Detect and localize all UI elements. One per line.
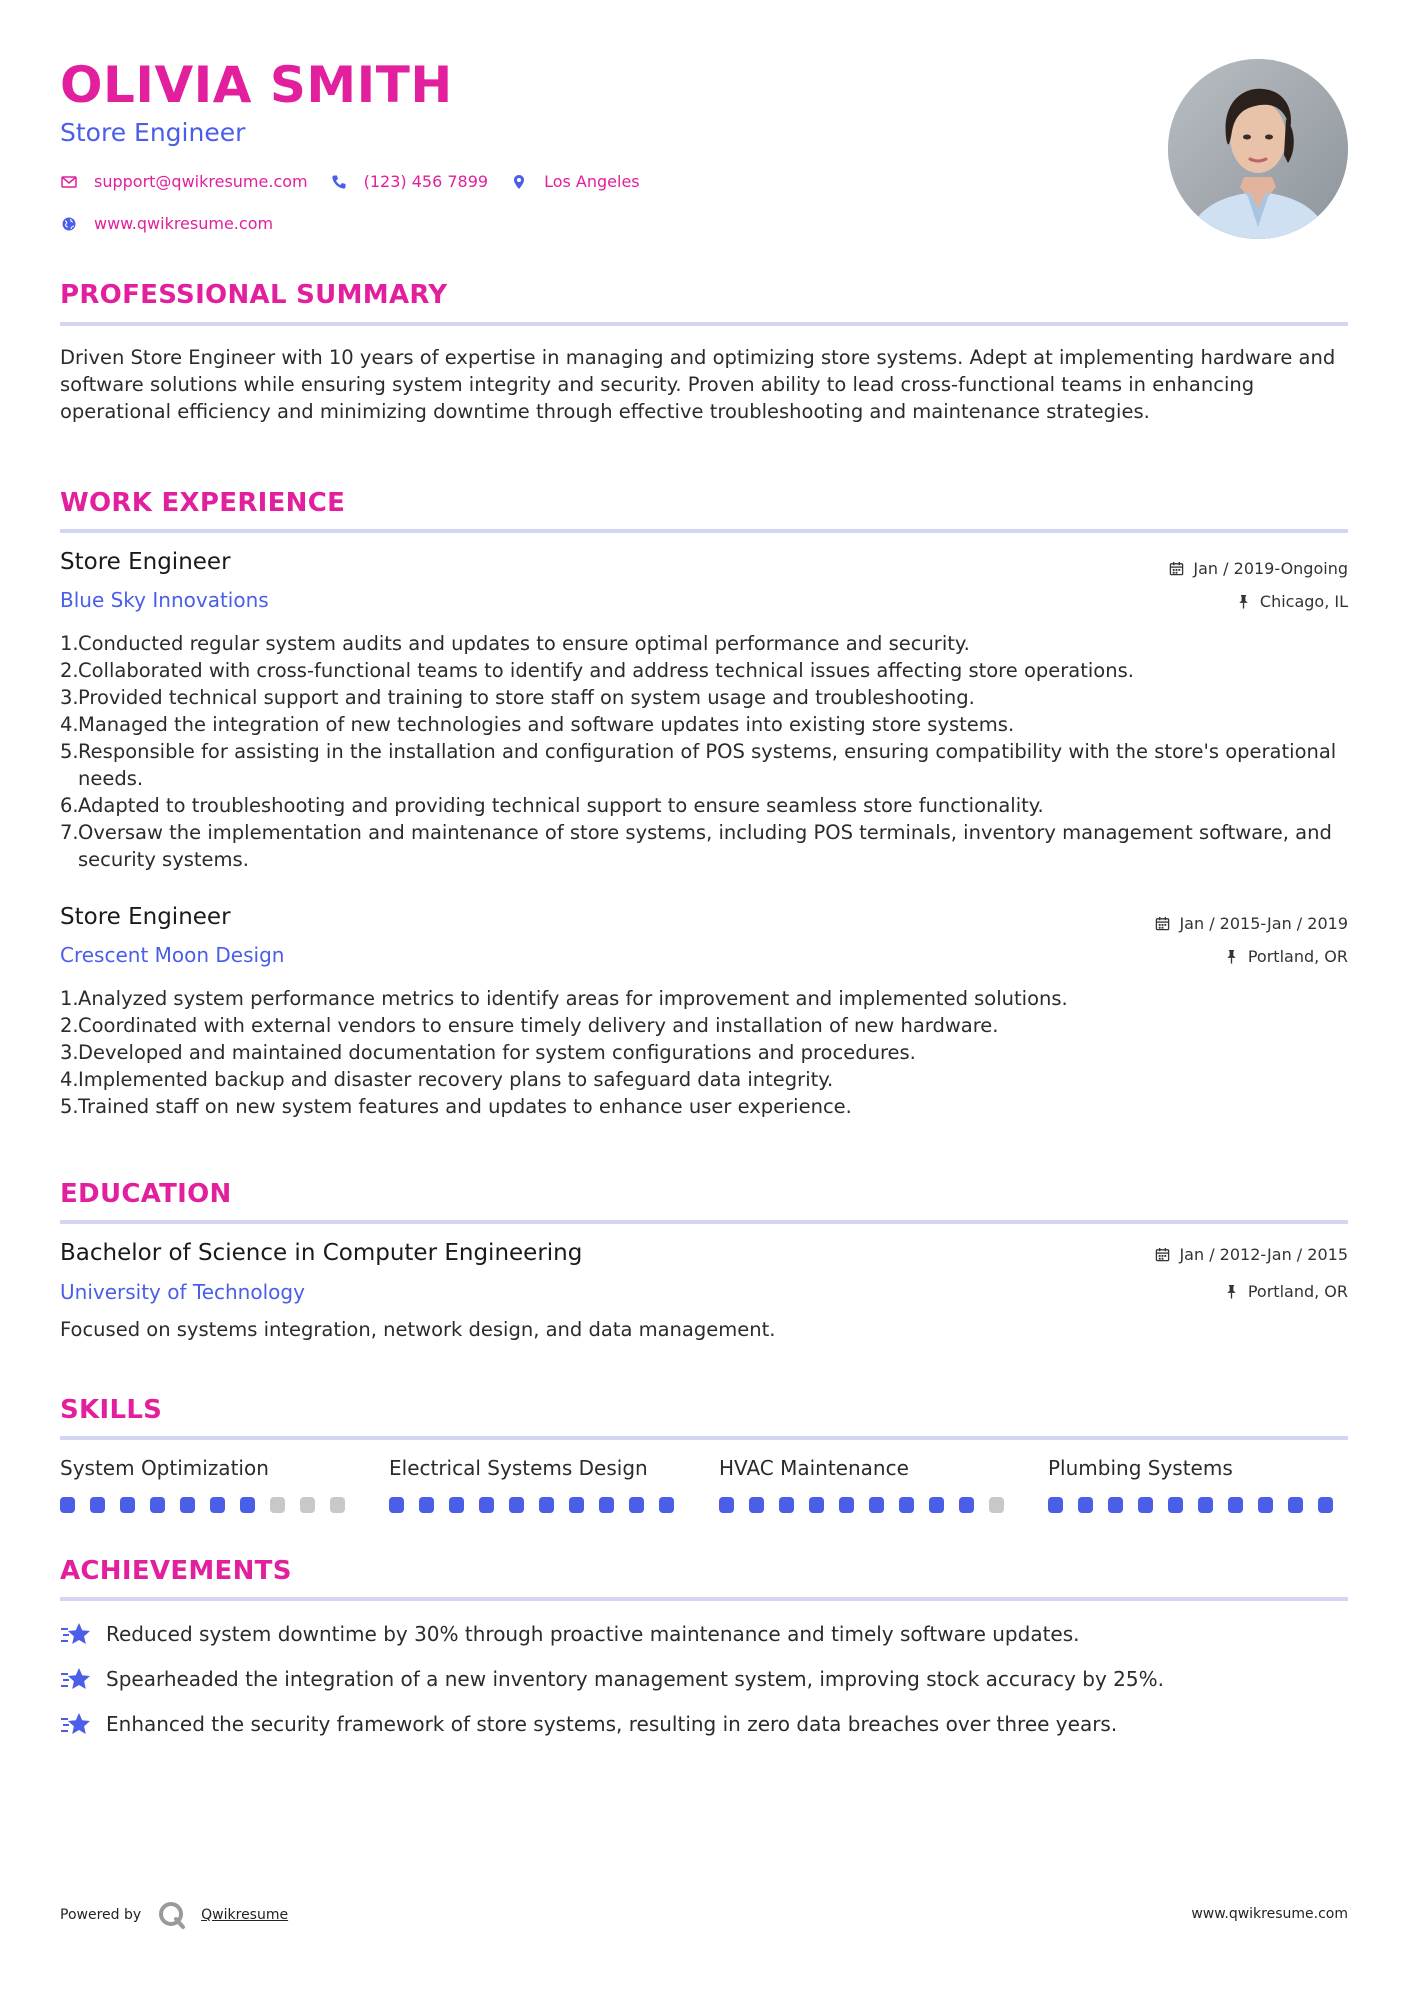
map-pin-icon: [510, 173, 528, 191]
website-text[interactable]: www.qwikresume.com: [94, 214, 274, 233]
phone-icon: [330, 173, 348, 191]
phone-text[interactable]: (123) 456 7899: [363, 172, 489, 191]
skill-dot-filled: [1228, 1497, 1243, 1513]
location-text: Los Angeles: [544, 172, 640, 191]
skill-dot-filled: [419, 1497, 434, 1513]
job-1-location: [1236, 592, 1348, 611]
education-divider: [60, 1220, 1348, 1224]
list-item: 6. Adapted to troubleshooting and providing technical support to ensure seamless store functionality.: [60, 794, 1044, 817]
calendar-icon: [1155, 916, 1170, 931]
skill-rating: [60, 1497, 360, 1513]
skill-dot-filled: [569, 1497, 584, 1513]
skill-dot-filled: [509, 1497, 524, 1513]
website-item[interactable]: [60, 214, 273, 233]
skill-dot-filled: [60, 1497, 75, 1513]
job-1-responsibilities: [60, 630, 1350, 873]
skill-dot-filled: [659, 1497, 674, 1513]
envelope-icon: [60, 173, 78, 191]
achievements-heading: ACHIEVEMENTS: [60, 1556, 292, 1586]
contact-row: [60, 172, 662, 191]
skill-label: Plumbing Systems: [1048, 1456, 1233, 1480]
summary-heading: PROFESSIONAL SUMMARY: [60, 280, 448, 310]
achievements-divider: [60, 1597, 1348, 1601]
powered-by-label: Powered by: [60, 1907, 142, 1923]
pushpin-icon: [1224, 1284, 1239, 1299]
skill-dot-filled: [449, 1497, 464, 1513]
skill-rating: [389, 1497, 689, 1513]
skill-item: [389, 1456, 689, 1513]
skill-rating: [1048, 1497, 1348, 1513]
skill-dot-filled: [1288, 1497, 1303, 1513]
skill-dot-filled: [479, 1497, 494, 1513]
list-item: 3. Developed and maintained documentation for system configurations and procedures.: [60, 1041, 916, 1064]
skill-dot-filled: [839, 1497, 854, 1513]
job-title: Store Engineer: [60, 118, 246, 147]
skill-item: [1048, 1456, 1348, 1513]
skill-dot-filled: [899, 1497, 914, 1513]
summary-divider: [60, 322, 1348, 326]
list-item: 7. Oversaw the implementation and maintenance of store systems, including POS terminals, inventory management software, and security systems.: [60, 821, 1332, 871]
education-dates: [1155, 1245, 1348, 1264]
profile-photo: [1168, 59, 1348, 239]
skills-heading: SKILLS: [60, 1395, 163, 1425]
education-heading: EDUCATION: [60, 1179, 232, 1209]
footer-website[interactable]: www.qwikresume.com: [1191, 1906, 1348, 1922]
skill-dot-filled: [719, 1497, 734, 1513]
job-1-dates: [1169, 559, 1348, 578]
list-item: 4. Implemented backup and disaster recovery plans to safeguard data integrity.: [60, 1068, 834, 1091]
skill-label: System Optimization: [60, 1456, 269, 1480]
job-2-location: [1224, 947, 1348, 966]
star-icon: [60, 1620, 92, 1648]
skill-dot-filled: [809, 1497, 824, 1513]
pushpin-icon: [1236, 594, 1251, 609]
skill-dot-filled: [1138, 1497, 1153, 1513]
candidate-name: OLIVIA SMITH: [60, 56, 453, 114]
email-item[interactable]: [60, 172, 308, 191]
skill-dot-filled: [1078, 1497, 1093, 1513]
skill-dot-filled: [120, 1497, 135, 1513]
skill-dot-filled: [539, 1497, 554, 1513]
skill-dot-empty: [989, 1497, 1004, 1513]
job-1-company: Blue Sky Innovations: [60, 588, 269, 612]
skill-dot-filled: [1168, 1497, 1183, 1513]
list-item: 5. Trained staff on new system features and updates to enhance user experience.: [60, 1095, 852, 1118]
skill-item: [60, 1456, 360, 1513]
skill-dot-filled: [1318, 1497, 1333, 1513]
skill-dot-empty: [270, 1497, 285, 1513]
education-dates-text: Jan / 2012-Jan / 2015: [1179, 1245, 1348, 1264]
location-item: [510, 172, 640, 191]
skill-dot-filled: [779, 1497, 794, 1513]
pushpin-icon: [1224, 949, 1239, 964]
skill-dot-filled: [1198, 1497, 1213, 1513]
job-2-location-text: Portland, OR: [1247, 947, 1348, 966]
summary-text: Driven Store Engineer with 10 years of expertise in managing and optimizing store systems. Adept at implementing hardware and software solutions while ensuring system integrity and security. Proven ability to lead cross-functional teams in enhancing operational efficiency and minimizing downtime through effective troubleshooting and maintenance strategies.: [60, 346, 1336, 423]
skill-label: HVAC Maintenance: [719, 1456, 909, 1480]
education-description: Focused on systems integration, network design, and data management.: [60, 1318, 776, 1341]
skill-dot-filled: [629, 1497, 644, 1513]
experience-divider: [60, 529, 1348, 533]
list-item: 1. Conducted regular system audits and updates to ensure optimal performance and security.: [60, 632, 970, 655]
list-item: 2. Coordinated with external vendors to ensure timely delivery and installation of new hardware.: [60, 1014, 999, 1037]
job-1-location-text: Chicago, IL: [1259, 592, 1348, 611]
list-item: 1. Analyzed system performance metrics to identify areas for improvement and implemented solutions.: [60, 987, 1068, 1010]
achievement-text: Spearheaded the integration of a new inventory management system, improving stock accuracy by 25%.: [106, 1667, 1164, 1691]
skill-dot-empty: [330, 1497, 345, 1513]
list-item: 4. Managed the integration of new technologies and software updates into existing store systems.: [60, 713, 1015, 736]
list-item: 3. Provided technical support and training to store staff on system usage and troubleshooting.: [60, 686, 975, 709]
skill-dot-filled: [90, 1497, 105, 1513]
email-text[interactable]: support@qwikresume.com: [94, 172, 308, 191]
achievement-text: Enhanced the security framework of store systems, resulting in zero data breaches over three years.: [106, 1712, 1118, 1736]
star-icon: [60, 1710, 92, 1738]
skill-dot-filled: [959, 1497, 974, 1513]
skill-dot-empty: [300, 1497, 315, 1513]
qwikresume-link[interactable]: Qwikresume: [201, 1907, 289, 1923]
job-2-dates: [1155, 914, 1348, 933]
achievement-item: [60, 1710, 1117, 1738]
skills-divider: [60, 1436, 1348, 1440]
education-location: [1224, 1282, 1348, 1301]
degree-title: Bachelor of Science in Computer Engineering: [60, 1240, 583, 1266]
skill-dot-filled: [1258, 1497, 1273, 1513]
website-row: [60, 214, 295, 233]
job-2-responsibilities: [60, 985, 1350, 1120]
qwikresume-logo-icon: [157, 1900, 187, 1930]
skill-dot-filled: [1108, 1497, 1123, 1513]
skill-dot-filled: [599, 1497, 614, 1513]
skill-dot-filled: [749, 1497, 764, 1513]
skill-rating: [719, 1497, 1019, 1513]
achievement-item: [60, 1665, 1164, 1693]
phone-item[interactable]: [330, 172, 488, 191]
skill-dot-filled: [389, 1497, 404, 1513]
job-2-company: Crescent Moon Design: [60, 943, 285, 967]
skill-dot-filled: [869, 1497, 884, 1513]
list-item: 2. Collaborated with cross-functional teams to identify and address technical issues affecting store operations.: [60, 659, 1134, 682]
school-name: University of Technology: [60, 1280, 305, 1304]
skill-label: Electrical Systems Design: [389, 1456, 648, 1480]
skill-dot-filled: [1048, 1497, 1063, 1513]
globe-icon: [60, 215, 78, 233]
skill-dot-filled: [150, 1497, 165, 1513]
achievement-text: Reduced system downtime by 30% through proactive maintenance and timely software updates.: [106, 1622, 1080, 1646]
experience-heading: WORK EXPERIENCE: [60, 488, 346, 518]
job-2-dates-text: Jan / 2015-Jan / 2019: [1179, 914, 1348, 933]
star-icon: [60, 1665, 92, 1693]
education-location-text: Portland, OR: [1247, 1282, 1348, 1301]
list-item: 5. Responsible for assisting in the installation and configuration of POS systems, ensuring compatibility with the store's operational needs.: [60, 740, 1337, 790]
skill-dot-filled: [180, 1497, 195, 1513]
skill-dot-filled: [210, 1497, 225, 1513]
calendar-icon: [1169, 561, 1184, 576]
skill-dot-filled: [240, 1497, 255, 1513]
job-1-dates-text: Jan / 2019-Ongoing: [1193, 559, 1348, 578]
skill-item: [719, 1456, 1019, 1513]
job-1-title: Store Engineer: [60, 549, 231, 575]
achievement-item: [60, 1620, 1080, 1648]
calendar-icon: [1155, 1247, 1170, 1262]
footer-powered-by: [60, 1900, 288, 1930]
job-2-title: Store Engineer: [60, 904, 231, 930]
skill-dot-filled: [929, 1497, 944, 1513]
